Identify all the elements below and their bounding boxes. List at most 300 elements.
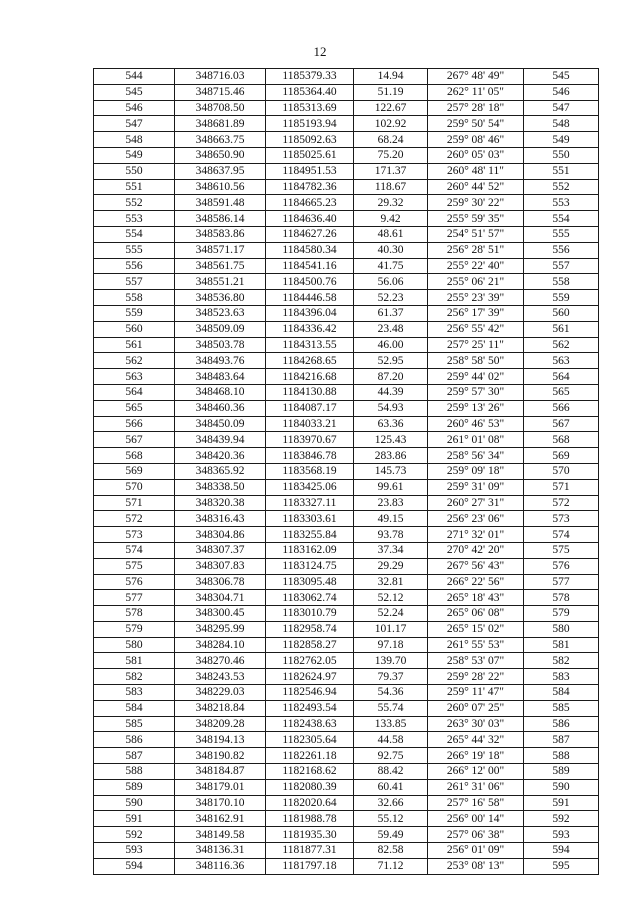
- y-coordinate-cell: 1184636.40: [266, 211, 354, 227]
- table-row: [94, 226, 599, 242]
- distance-cell: 82.58: [354, 843, 428, 859]
- next-point-cell: 547: [524, 100, 599, 116]
- x-coordinate-cell: 348306.78: [175, 574, 266, 590]
- table-row: [94, 669, 599, 685]
- bearing-cell: 256° 23' 06": [428, 511, 524, 527]
- point-number-cell: 578: [94, 606, 175, 622]
- y-coordinate-cell: 1183846.78: [266, 448, 354, 464]
- y-coordinate-cell: 1185193.94: [266, 116, 354, 132]
- table-row: [94, 211, 599, 227]
- next-point-cell: 577: [524, 574, 599, 590]
- distance-cell: 101.17: [354, 621, 428, 637]
- distance-cell: 79.37: [354, 669, 428, 685]
- distance-cell: 23.48: [354, 321, 428, 337]
- next-point-cell: 576: [524, 558, 599, 574]
- point-number-cell: 558: [94, 290, 175, 306]
- bearing-cell: 257° 25' 11": [428, 337, 524, 353]
- y-coordinate-cell: 1184782.36: [266, 179, 354, 195]
- point-number-cell: 579: [94, 621, 175, 637]
- x-coordinate-cell: 348179.01: [175, 779, 266, 795]
- distance-cell: 71.12: [354, 858, 428, 874]
- bearing-cell: 266° 12' 00": [428, 764, 524, 780]
- point-number-cell: 575: [94, 558, 175, 574]
- y-coordinate-cell: 1184580.34: [266, 242, 354, 258]
- y-coordinate-cell: 1181797.18: [266, 858, 354, 874]
- y-coordinate-cell: 1185025.61: [266, 147, 354, 163]
- point-number-cell: 559: [94, 305, 175, 321]
- x-coordinate-cell: 348365.92: [175, 463, 266, 479]
- x-coordinate-cell: 348307.37: [175, 542, 266, 558]
- point-number-cell: 585: [94, 716, 175, 732]
- distance-cell: 97.18: [354, 637, 428, 653]
- x-coordinate-cell: 348190.82: [175, 748, 266, 764]
- x-coordinate-cell: 348610.56: [175, 179, 266, 195]
- next-point-cell: 595: [524, 858, 599, 874]
- bearing-cell: 259° 50' 54": [428, 116, 524, 132]
- x-coordinate-cell: 348460.36: [175, 400, 266, 416]
- point-number-cell: 582: [94, 669, 175, 685]
- distance-cell: 54.93: [354, 400, 428, 416]
- y-coordinate-cell: 1184268.65: [266, 353, 354, 369]
- bearing-cell: 258° 56' 34": [428, 448, 524, 464]
- bearing-cell: 261° 55' 53": [428, 637, 524, 653]
- bearing-cell: 255° 59' 35": [428, 211, 524, 227]
- x-coordinate-cell: 348637.95: [175, 163, 266, 179]
- x-coordinate-cell: 348715.46: [175, 84, 266, 100]
- table-row: [94, 432, 599, 448]
- table-row: [94, 69, 599, 85]
- x-coordinate-cell: 348116.36: [175, 858, 266, 874]
- y-coordinate-cell: 1184396.04: [266, 305, 354, 321]
- x-coordinate-cell: 348509.09: [175, 321, 266, 337]
- point-number-cell: 552: [94, 195, 175, 211]
- bearing-cell: 271° 32' 01": [428, 527, 524, 543]
- point-number-cell: 592: [94, 827, 175, 843]
- y-coordinate-cell: 1182080.39: [266, 779, 354, 795]
- y-coordinate-cell: 1184541.16: [266, 258, 354, 274]
- distance-cell: 61.37: [354, 305, 428, 321]
- distance-cell: 51.19: [354, 84, 428, 100]
- y-coordinate-cell: 1184087.17: [266, 400, 354, 416]
- x-coordinate-cell: 348149.58: [175, 827, 266, 843]
- next-point-cell: 585: [524, 700, 599, 716]
- next-point-cell: 578: [524, 590, 599, 606]
- distance-cell: 133.85: [354, 716, 428, 732]
- point-number-cell: 566: [94, 416, 175, 432]
- coordinates-table-body: [94, 69, 599, 875]
- next-point-cell: 570: [524, 463, 599, 479]
- y-coordinate-cell: 1181988.78: [266, 811, 354, 827]
- table-row: [94, 463, 599, 479]
- next-point-cell: 582: [524, 653, 599, 669]
- table-row: [94, 495, 599, 511]
- x-coordinate-cell: 348304.86: [175, 527, 266, 543]
- bearing-cell: 255° 06' 21": [428, 274, 524, 290]
- bearing-cell: 253° 08' 13": [428, 858, 524, 874]
- point-number-cell: 565: [94, 400, 175, 416]
- bearing-cell: 267° 56' 43": [428, 558, 524, 574]
- table-row: [94, 700, 599, 716]
- table-row: [94, 716, 599, 732]
- bearing-cell: 265° 06' 08": [428, 606, 524, 622]
- y-coordinate-cell: 1182493.54: [266, 700, 354, 716]
- next-point-cell: 568: [524, 432, 599, 448]
- point-number-cell: 591: [94, 811, 175, 827]
- point-number-cell: 593: [94, 843, 175, 859]
- table-row: [94, 195, 599, 211]
- distance-cell: 48.61: [354, 226, 428, 242]
- table-row: [94, 448, 599, 464]
- bearing-cell: 260° 05' 03": [428, 147, 524, 163]
- next-point-cell: 587: [524, 732, 599, 748]
- point-number-cell: 568: [94, 448, 175, 464]
- y-coordinate-cell: 1183162.09: [266, 542, 354, 558]
- point-number-cell: 544: [94, 69, 175, 85]
- y-coordinate-cell: 1184033.21: [266, 416, 354, 432]
- y-coordinate-cell: 1184130.88: [266, 384, 354, 400]
- x-coordinate-cell: 348162.91: [175, 811, 266, 827]
- distance-cell: 75.20: [354, 147, 428, 163]
- y-coordinate-cell: 1184313.55: [266, 337, 354, 353]
- y-coordinate-cell: 1184500.76: [266, 274, 354, 290]
- table-row: [94, 511, 599, 527]
- bearing-cell: 256° 00' 14": [428, 811, 524, 827]
- distance-cell: 55.74: [354, 700, 428, 716]
- table-row: [94, 590, 599, 606]
- table-row: [94, 369, 599, 385]
- bearing-cell: 260° 44' 52": [428, 179, 524, 195]
- point-number-cell: 571: [94, 495, 175, 511]
- bearing-cell: 260° 27' 31": [428, 495, 524, 511]
- table-row: [94, 843, 599, 859]
- point-number-cell: 550: [94, 163, 175, 179]
- distance-cell: 283.86: [354, 448, 428, 464]
- bearing-cell: 260° 07' 25": [428, 700, 524, 716]
- bearing-cell: 262° 11' 05": [428, 84, 524, 100]
- point-number-cell: 561: [94, 337, 175, 353]
- distance-cell: 52.95: [354, 353, 428, 369]
- next-point-cell: 560: [524, 305, 599, 321]
- distance-cell: 32.81: [354, 574, 428, 590]
- distance-cell: 23.83: [354, 495, 428, 511]
- table-row: [94, 163, 599, 179]
- table-row: [94, 132, 599, 148]
- bearing-cell: 258° 58' 50": [428, 353, 524, 369]
- distance-cell: 46.00: [354, 337, 428, 353]
- distance-cell: 92.75: [354, 748, 428, 764]
- point-number-cell: 590: [94, 795, 175, 811]
- y-coordinate-cell: 1184336.42: [266, 321, 354, 337]
- table-row: [94, 779, 599, 795]
- distance-cell: 171.37: [354, 163, 428, 179]
- table-row: [94, 384, 599, 400]
- distance-cell: 41.75: [354, 258, 428, 274]
- x-coordinate-cell: 348170.10: [175, 795, 266, 811]
- bearing-cell: 256° 17' 39": [428, 305, 524, 321]
- point-number-cell: 548: [94, 132, 175, 148]
- x-coordinate-cell: 348300.45: [175, 606, 266, 622]
- next-point-cell: 593: [524, 827, 599, 843]
- point-number-cell: 577: [94, 590, 175, 606]
- distance-cell: 93.78: [354, 527, 428, 543]
- next-point-cell: 572: [524, 495, 599, 511]
- y-coordinate-cell: 1182858.27: [266, 637, 354, 653]
- bearing-cell: 263° 30' 03": [428, 716, 524, 732]
- bearing-cell: 270° 42' 20": [428, 542, 524, 558]
- x-coordinate-cell: 348503.78: [175, 337, 266, 353]
- next-point-cell: 584: [524, 685, 599, 701]
- x-coordinate-cell: 348194.13: [175, 732, 266, 748]
- next-point-cell: 550: [524, 147, 599, 163]
- bearing-cell: 256° 55' 42": [428, 321, 524, 337]
- y-coordinate-cell: 1183303.61: [266, 511, 354, 527]
- bearing-cell: 255° 23' 39": [428, 290, 524, 306]
- next-point-cell: 574: [524, 527, 599, 543]
- y-coordinate-cell: 1183010.79: [266, 606, 354, 622]
- next-point-cell: 575: [524, 542, 599, 558]
- point-number-cell: 587: [94, 748, 175, 764]
- distance-cell: 56.06: [354, 274, 428, 290]
- y-coordinate-cell: 1183095.48: [266, 574, 354, 590]
- x-coordinate-cell: 348338.50: [175, 479, 266, 495]
- y-coordinate-cell: 1182958.74: [266, 621, 354, 637]
- distance-cell: 52.12: [354, 590, 428, 606]
- next-point-cell: 583: [524, 669, 599, 685]
- next-point-cell: 594: [524, 843, 599, 859]
- distance-cell: 29.32: [354, 195, 428, 211]
- y-coordinate-cell: 1184216.68: [266, 369, 354, 385]
- y-coordinate-cell: 1185364.40: [266, 84, 354, 100]
- distance-cell: 54.36: [354, 685, 428, 701]
- y-coordinate-cell: 1181877.31: [266, 843, 354, 859]
- table-row: [94, 574, 599, 590]
- distance-cell: 44.58: [354, 732, 428, 748]
- bearing-cell: 259° 44' 02": [428, 369, 524, 385]
- y-coordinate-cell: 1182168.62: [266, 764, 354, 780]
- y-coordinate-cell: 1184627.26: [266, 226, 354, 242]
- y-coordinate-cell: 1183062.74: [266, 590, 354, 606]
- bearing-cell: 257° 16' 58": [428, 795, 524, 811]
- bearing-cell: 265° 18' 43": [428, 590, 524, 606]
- table-row: [94, 637, 599, 653]
- bearing-cell: 265° 15' 02": [428, 621, 524, 637]
- y-coordinate-cell: 1184446.58: [266, 290, 354, 306]
- y-coordinate-cell: 1183255.84: [266, 527, 354, 543]
- x-coordinate-cell: 348243.53: [175, 669, 266, 685]
- distance-cell: 32.66: [354, 795, 428, 811]
- bearing-cell: 259° 57' 30": [428, 384, 524, 400]
- point-number-cell: 547: [94, 116, 175, 132]
- x-coordinate-cell: 348284.10: [175, 637, 266, 653]
- bearing-cell: 259° 30' 22": [428, 195, 524, 211]
- bearing-cell: 257° 06' 38": [428, 827, 524, 843]
- distance-cell: 139.70: [354, 653, 428, 669]
- table-row: [94, 147, 599, 163]
- bearing-cell: 265° 44' 32": [428, 732, 524, 748]
- distance-cell: 59.49: [354, 827, 428, 843]
- table-row: [94, 527, 599, 543]
- next-point-cell: 564: [524, 369, 599, 385]
- point-number-cell: 562: [94, 353, 175, 369]
- x-coordinate-cell: 348571.17: [175, 242, 266, 258]
- x-coordinate-cell: 348229.03: [175, 685, 266, 701]
- x-coordinate-cell: 348136.31: [175, 843, 266, 859]
- table-row: [94, 100, 599, 116]
- y-coordinate-cell: 1184665.23: [266, 195, 354, 211]
- point-number-cell: 584: [94, 700, 175, 716]
- x-coordinate-cell: 348307.83: [175, 558, 266, 574]
- y-coordinate-cell: 1183425.06: [266, 479, 354, 495]
- point-number-cell: 546: [94, 100, 175, 116]
- table-row: [94, 290, 599, 306]
- x-coordinate-cell: 348468.10: [175, 384, 266, 400]
- table-row: [94, 811, 599, 827]
- bearing-cell: 256° 01' 09": [428, 843, 524, 859]
- y-coordinate-cell: 1183327.11: [266, 495, 354, 511]
- next-point-cell: 557: [524, 258, 599, 274]
- distance-cell: 125.43: [354, 432, 428, 448]
- table-row: [94, 827, 599, 843]
- bearing-cell: 259° 28' 22": [428, 669, 524, 685]
- distance-cell: 52.23: [354, 290, 428, 306]
- bearing-cell: 261° 31' 06": [428, 779, 524, 795]
- point-number-cell: 545: [94, 84, 175, 100]
- point-number-cell: 572: [94, 511, 175, 527]
- table-row: [94, 479, 599, 495]
- y-coordinate-cell: 1182624.97: [266, 669, 354, 685]
- x-coordinate-cell: 348316.43: [175, 511, 266, 527]
- bearing-cell: 259° 08' 46": [428, 132, 524, 148]
- bearing-cell: 260° 48' 11": [428, 163, 524, 179]
- point-number-cell: 553: [94, 211, 175, 227]
- point-number-cell: 549: [94, 147, 175, 163]
- y-coordinate-cell: 1181935.30: [266, 827, 354, 843]
- table-row: [94, 558, 599, 574]
- bearing-cell: 255° 22' 40": [428, 258, 524, 274]
- point-number-cell: 564: [94, 384, 175, 400]
- y-coordinate-cell: 1182020.64: [266, 795, 354, 811]
- next-point-cell: 556: [524, 242, 599, 258]
- x-coordinate-cell: 348420.36: [175, 448, 266, 464]
- bearing-cell: 267° 48' 49": [428, 69, 524, 85]
- point-number-cell: 586: [94, 732, 175, 748]
- next-point-cell: 566: [524, 400, 599, 416]
- next-point-cell: 555: [524, 226, 599, 242]
- bearing-cell: 257° 28' 18": [428, 100, 524, 116]
- table-row: [94, 748, 599, 764]
- next-point-cell: 545: [524, 69, 599, 85]
- x-coordinate-cell: 348523.63: [175, 305, 266, 321]
- table-row: [94, 400, 599, 416]
- table-row: [94, 764, 599, 780]
- next-point-cell: 567: [524, 416, 599, 432]
- x-coordinate-cell: 348184.87: [175, 764, 266, 780]
- next-point-cell: 546: [524, 84, 599, 100]
- distance-cell: 68.24: [354, 132, 428, 148]
- point-number-cell: 574: [94, 542, 175, 558]
- x-coordinate-cell: 348536.80: [175, 290, 266, 306]
- distance-cell: 99.61: [354, 479, 428, 495]
- x-coordinate-cell: 348483.64: [175, 369, 266, 385]
- bearing-cell: 259° 09' 18": [428, 463, 524, 479]
- bearing-cell: 259° 31' 09": [428, 479, 524, 495]
- point-number-cell: 588: [94, 764, 175, 780]
- next-point-cell: 562: [524, 337, 599, 353]
- point-number-cell: 573: [94, 527, 175, 543]
- point-number-cell: 551: [94, 179, 175, 195]
- bearing-cell: 256° 28' 51": [428, 242, 524, 258]
- table-row: [94, 353, 599, 369]
- y-coordinate-cell: 1183970.67: [266, 432, 354, 448]
- distance-cell: 52.24: [354, 606, 428, 622]
- table-row: [94, 795, 599, 811]
- point-number-cell: 581: [94, 653, 175, 669]
- table-row: [94, 653, 599, 669]
- x-coordinate-cell: 348439.94: [175, 432, 266, 448]
- distance-cell: 44.39: [354, 384, 428, 400]
- point-number-cell: 594: [94, 858, 175, 874]
- bearing-cell: 259° 13' 26": [428, 400, 524, 416]
- next-point-cell: 551: [524, 163, 599, 179]
- table-row: [94, 258, 599, 274]
- coordinates-table: [93, 68, 599, 875]
- next-point-cell: 565: [524, 384, 599, 400]
- table-row: [94, 84, 599, 100]
- table-row: [94, 274, 599, 290]
- next-point-cell: 588: [524, 748, 599, 764]
- table-row: [94, 685, 599, 701]
- y-coordinate-cell: 1185092.63: [266, 132, 354, 148]
- y-coordinate-cell: 1182546.94: [266, 685, 354, 701]
- next-point-cell: 558: [524, 274, 599, 290]
- distance-cell: 55.12: [354, 811, 428, 827]
- next-point-cell: 561: [524, 321, 599, 337]
- point-number-cell: 589: [94, 779, 175, 795]
- table-row: [94, 321, 599, 337]
- point-number-cell: 555: [94, 242, 175, 258]
- y-coordinate-cell: 1184951.53: [266, 163, 354, 179]
- next-point-cell: 549: [524, 132, 599, 148]
- next-point-cell: 579: [524, 606, 599, 622]
- next-point-cell: 571: [524, 479, 599, 495]
- x-coordinate-cell: 348270.46: [175, 653, 266, 669]
- x-coordinate-cell: 348681.89: [175, 116, 266, 132]
- x-coordinate-cell: 348320.38: [175, 495, 266, 511]
- next-point-cell: 553: [524, 195, 599, 211]
- table-row: [94, 858, 599, 874]
- point-number-cell: 580: [94, 637, 175, 653]
- distance-cell: 145.73: [354, 463, 428, 479]
- point-number-cell: 576: [94, 574, 175, 590]
- distance-cell: 63.36: [354, 416, 428, 432]
- distance-cell: 87.20: [354, 369, 428, 385]
- x-coordinate-cell: 348586.14: [175, 211, 266, 227]
- distance-cell: 49.15: [354, 511, 428, 527]
- x-coordinate-cell: 348561.75: [175, 258, 266, 274]
- x-coordinate-cell: 348716.03: [175, 69, 266, 85]
- next-point-cell: 563: [524, 353, 599, 369]
- y-coordinate-cell: 1183568.19: [266, 463, 354, 479]
- bearing-cell: 259° 11' 47": [428, 685, 524, 701]
- next-point-cell: 580: [524, 621, 599, 637]
- y-coordinate-cell: 1185313.69: [266, 100, 354, 116]
- next-point-cell: 581: [524, 637, 599, 653]
- table-row: [94, 606, 599, 622]
- table-row: [94, 732, 599, 748]
- distance-cell: 122.67: [354, 100, 428, 116]
- table-row: [94, 542, 599, 558]
- distance-cell: 9.42: [354, 211, 428, 227]
